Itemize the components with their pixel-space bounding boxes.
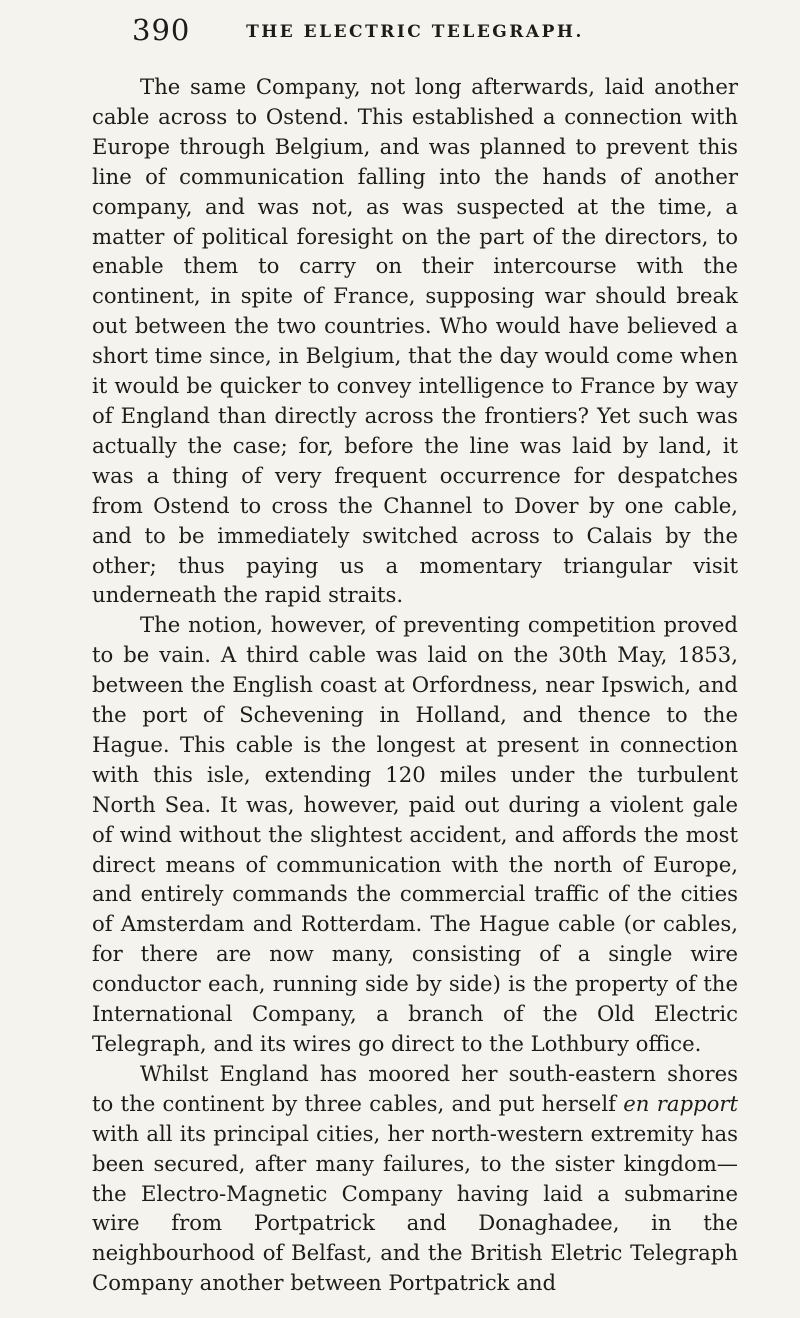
paragraph-hague-cable: The notion, however, of preventing competition proved to be vain. A third cable was laid on the 30th May, 1853, between the English coast at Orfordness, near Ipswich, and the port of Schevening in Holland, and thence to the Hague. This cable is the longest at present in connection with this isle, extending 120 miles under the turbulent North Sea. It was, however, paid out during a violent gale of wind without the slightest accident, and affords the most direct means of communication with the north of Europe, and entirely commands the commercial traffic of the cities of Amsterdam and Rotterdam. The Hague cable (or cables, for there are now many, consisting of a single wire conductor each, running side by side) is the property of the International Company, a branch of the Old Electric Telegraph, and its wires go direct to the Lothbury office. <box>92 612 738 1056</box>
running-title: THE ELECTRIC TELEGRAPH. <box>246 22 584 42</box>
paragraph-text-before: Whilst England has moored her south-eastern shores to the continent by three cables, and put herself <box>92 1060 738 1116</box>
paragraph-italic-phrase: en rapport <box>623 1090 738 1116</box>
paragraph-text-after: with all its principal cities, her north-western extremity has been secured, after many failures, to the sister kingdom—the Electro-Magnetic Company having laid a submarine wire from Portpatrick and Donaghadee, in the neighbourhood of Belfast, and the British Eletric Telegraph Company another between Portpatrick and <box>92 1120 738 1296</box>
paragraph-ostend-cable: The same Company, not long afterwards, laid another cable across to Ostend. This established a connection with Europe through Belgium, and was planned to prevent this line of communication falling into the hands of another company, and was not, as was suspected at the time, a matter of political foresight on the part of the directors, to enable them to carry on their intercourse with the continent, in spite of France, supposing war should break out between the two countries. Who would have believed a short time since, in Belgium, that the day would come when it would be quicker to convey intelligence to France by way of England than directly across the frontiers? Yet such was actually the case; for, before the line was laid by land, it was a thing of very frequent occurrence for despatches from Ostend to cross the Channel to Dover by one cable, and to be immediately switched across to Calais by the other; thus paying us a momentary triangular visit underneath the rapid straits. <box>92 74 739 608</box>
body-text <box>92 72 738 1298</box>
page-number: 390 <box>132 13 191 47</box>
paragraph-irish-cables <box>92 1059 738 1298</box>
running-head <box>92 0 738 62</box>
